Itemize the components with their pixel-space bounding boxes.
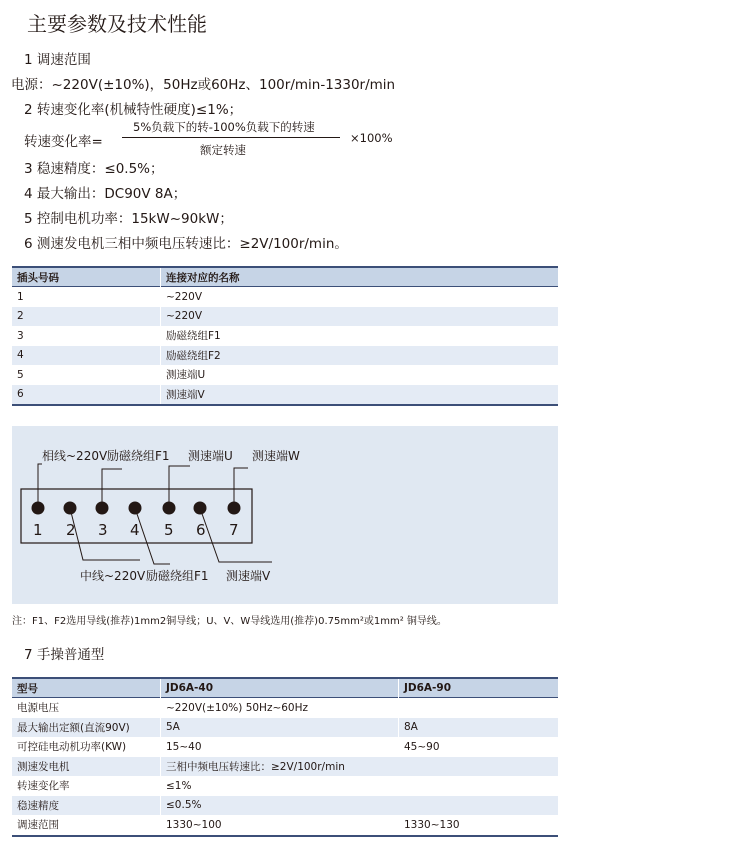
pin-number: 6 [196, 521, 206, 539]
pin-dot-4 [129, 502, 142, 515]
spec-value: 15~40 [161, 737, 399, 757]
table-row [12, 365, 558, 385]
page-title: 主要参数及技术性能 [27, 12, 207, 36]
pin-number: 3 [98, 521, 108, 539]
plug-number: 6 [17, 388, 24, 401]
table-row [12, 737, 558, 757]
table-row [12, 698, 558, 718]
formula-multiplier: ×100% [350, 131, 393, 145]
wire-pin5 [169, 466, 190, 508]
pin-dot-1 [32, 502, 45, 515]
param-speed-change-rate: 2 转速变化率(机械特性硬度)≤1%； [24, 102, 243, 118]
plug-header-number: 插头号码 [17, 271, 59, 284]
formula-numerator: 5%负载下的转-100%负载下的转速 [133, 120, 315, 134]
wiring-diagram-svg [12, 426, 558, 604]
plug-table [12, 266, 558, 406]
spec-table-header [12, 678, 558, 698]
plug-name: 励磁绕组F1 [161, 326, 559, 346]
spec-header-jd6a40: JD6A-40 [161, 678, 399, 698]
pin-dot-3 [96, 502, 109, 515]
table-row [12, 776, 558, 796]
pin-dot-7 [228, 502, 241, 515]
spec-label: 调速范围 [17, 819, 59, 832]
plug-number: 5 [17, 368, 24, 381]
spec-value: ~220V(±10%) 50Hz~60Hz [161, 698, 559, 718]
wiring-note: 注：F1、F2选用导线(推荐)1mm2铜导线；U、V、W导线选用(推荐)0.75mm²或1mm² 铜导线。 [12, 616, 447, 627]
formula-fraction-bar [122, 137, 340, 138]
spec-value: ≤0.5% [161, 796, 559, 816]
table-row [12, 346, 558, 366]
pin-dot-5 [163, 502, 176, 515]
wiring-diagram [12, 426, 558, 604]
spec-header-jd6a90: JD6A-90 [399, 678, 559, 698]
pin-number: 5 [164, 521, 174, 539]
plug-header-name: 连接对应的名称 [161, 267, 559, 287]
spec-label: 测速发电机 [17, 760, 70, 773]
spec-value: 45~90 [399, 737, 559, 757]
label-tacho-w: 测速端W [252, 449, 300, 463]
spec-label: 转速变化率 [17, 780, 70, 793]
pin-number: 7 [229, 521, 239, 539]
table-row [12, 718, 558, 738]
spec-value: ≤1% [161, 776, 559, 796]
param-speed-range-heading: 1 调速范围 [24, 52, 91, 68]
plug-number: 1 [17, 290, 24, 303]
table-row [12, 307, 558, 327]
spec-table [12, 677, 558, 837]
table-row [12, 326, 558, 346]
plug-name: 测速端U [161, 365, 559, 385]
plug-name: 测速端V [161, 385, 559, 406]
label-neutral-line: 中线~220V [80, 569, 146, 583]
pin-number: 1 [33, 521, 43, 539]
plug-name: 励磁绕组F2 [161, 346, 559, 366]
plug-name: ~220V [161, 307, 559, 327]
plug-number: 2 [17, 310, 24, 323]
label-excitation-f1: 励磁绕组F1 [107, 449, 170, 463]
table-row [12, 385, 558, 406]
plug-table-header [12, 267, 558, 287]
pin-number: 4 [130, 521, 140, 539]
pin-number: 2 [66, 521, 76, 539]
table-row [12, 287, 558, 307]
param-motor-power: 5 控制电机功率：15kW~90kW； [24, 211, 233, 227]
param-tacho-ratio: 6 测速发电机三相中频电压转速比：≥2V/100r/min。 [24, 236, 348, 252]
table-row [12, 757, 558, 777]
param-power-supply: 电源：~220V(±10%)，50Hz或60Hz、100r/min-1330r/min [11, 77, 396, 93]
label-tacho-u: 测速端U [188, 449, 233, 463]
label-excitation-f1-bottom: 励磁绕组F1 [146, 569, 209, 583]
spec-value: 三相中频电压转速比：≥2V/100r/min [161, 757, 559, 777]
spec-value: 5A [161, 718, 399, 738]
spec-value: 1330~130 [399, 815, 559, 836]
spec-label: 可控硅电动机功率(KW) [17, 741, 127, 754]
formula-denominator: 额定转速 [200, 143, 246, 157]
spec-value: 8A [399, 718, 559, 738]
spec-label: 电源电压 [17, 702, 59, 715]
table-row [12, 815, 558, 836]
spec-label: 最大输出定额(直流90V) [17, 721, 130, 734]
plug-name: ~220V [161, 287, 559, 307]
spec-header-model: 型号 [17, 682, 38, 695]
wire-pin1 [38, 464, 42, 508]
label-tacho-v: 测速端V [226, 569, 271, 583]
pin-dot-2 [64, 502, 77, 515]
pin-dot-6 [194, 502, 207, 515]
spec-value: 1330~100 [161, 815, 399, 836]
formula-label: 转速变化率= [24, 134, 103, 150]
plug-number: 4 [17, 349, 24, 362]
param-stability: 3 稳速精度：≤0.5%； [24, 161, 164, 177]
table-row [12, 796, 558, 816]
spec-label: 稳速精度 [17, 799, 59, 812]
label-phase-line: 相线~220V [42, 449, 108, 463]
param-max-output: 4 最大输出：DC90V 8A； [24, 186, 187, 202]
plug-number: 3 [17, 329, 24, 342]
section-manual-type: 7 手操普通型 [24, 647, 105, 663]
